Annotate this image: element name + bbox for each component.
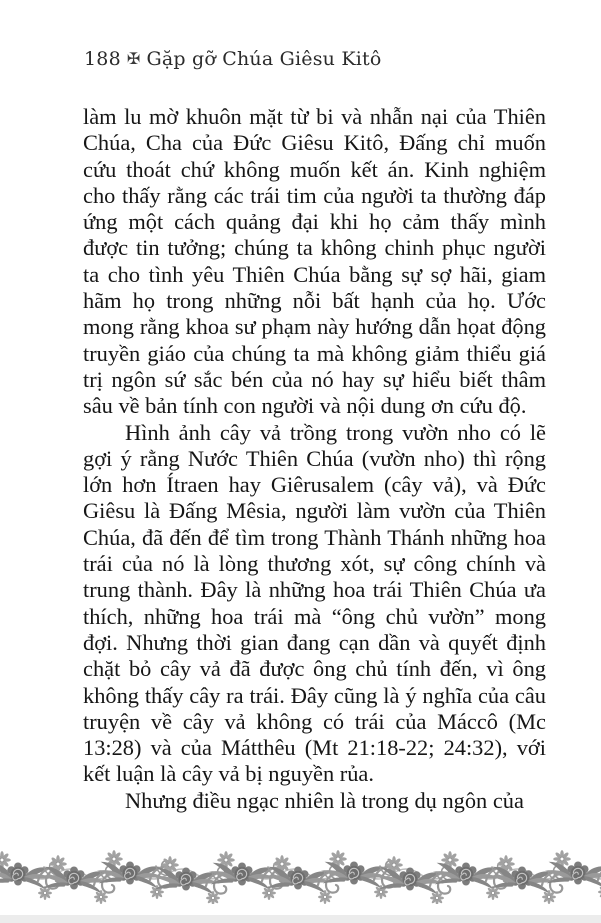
- running-header: [84, 48, 381, 70]
- page-number: 188: [84, 48, 121, 70]
- paragraph: làm lu mờ khuôn mặt từ bi và nhẫn nại của Thiên Chúa, Cha của Đức Giêsu Kitô, Đấng chỉ muốn cứu thoát chứ không muốn kết án. Kinh nghiệm cho thấy rằng các trái tim của người ta thường đáp ứng một cách quảng đại khi họ cảm thấy mình được tin tưởng; chúng ta không chinh phục người ta cho tình yêu Thiên Chúa bằng sự sợ hãi, giam hãm họ trong những nỗi bất hạnh của họ. Ước mong rằng khoa sư phạm này hướng dẫn họat động truyền giáo của chúng ta mà không giảm thiểu giá trị ngôn sứ sắc bén của nó hay sự hiểu biết thâm sâu về bản tính con người và nội dung ơn cứu độ.: [83, 104, 546, 419]
- page-body: [83, 104, 546, 814]
- bottom-edge-strip: [0, 915, 601, 923]
- floral-border-ornament: [0, 846, 601, 904]
- paragraph: Hình ảnh cây vả trồng trong vườn nho có lẽ gợi ý rằng Nước Thiên Chúa (vườn nho) thì rộng lớn hơn Ítraen hay Giêrusalem (cây vả), và Đức Giêsu là Đấng Mêsia, người làm vườn của Thiên Chúa, đã đến để tìm trong Thành Thánh những hoa trái của nó là lòng thương xót, sự công chính và trung thành. Đây là những hoa trái Thiên Chúa ưa thích, những hoa trái mà “ông chủ vườn” mong đợi. Nhưng thời gian đang cạn dần và quyết định chặt bỏ cây vả đã được ông chủ tính đến, vì ông không thấy cây ra trái. Đây cũng là ý nghĩa của câu truyện về cây vả không có trái của Máccô (Mc 13:28) và của Mátthêu (Mt 21:18-22; 24:32), với kết luận là cây vả bị nguyền rủa.: [83, 419, 546, 787]
- book-title: Gặp gỡ Chúa Giêsu Kitô: [146, 48, 382, 70]
- paragraph: Nhưng điều ngạc nhiên là trong dụ ngôn của: [125, 787, 524, 813]
- maltese-cross-icon: ✠: [126, 49, 141, 68]
